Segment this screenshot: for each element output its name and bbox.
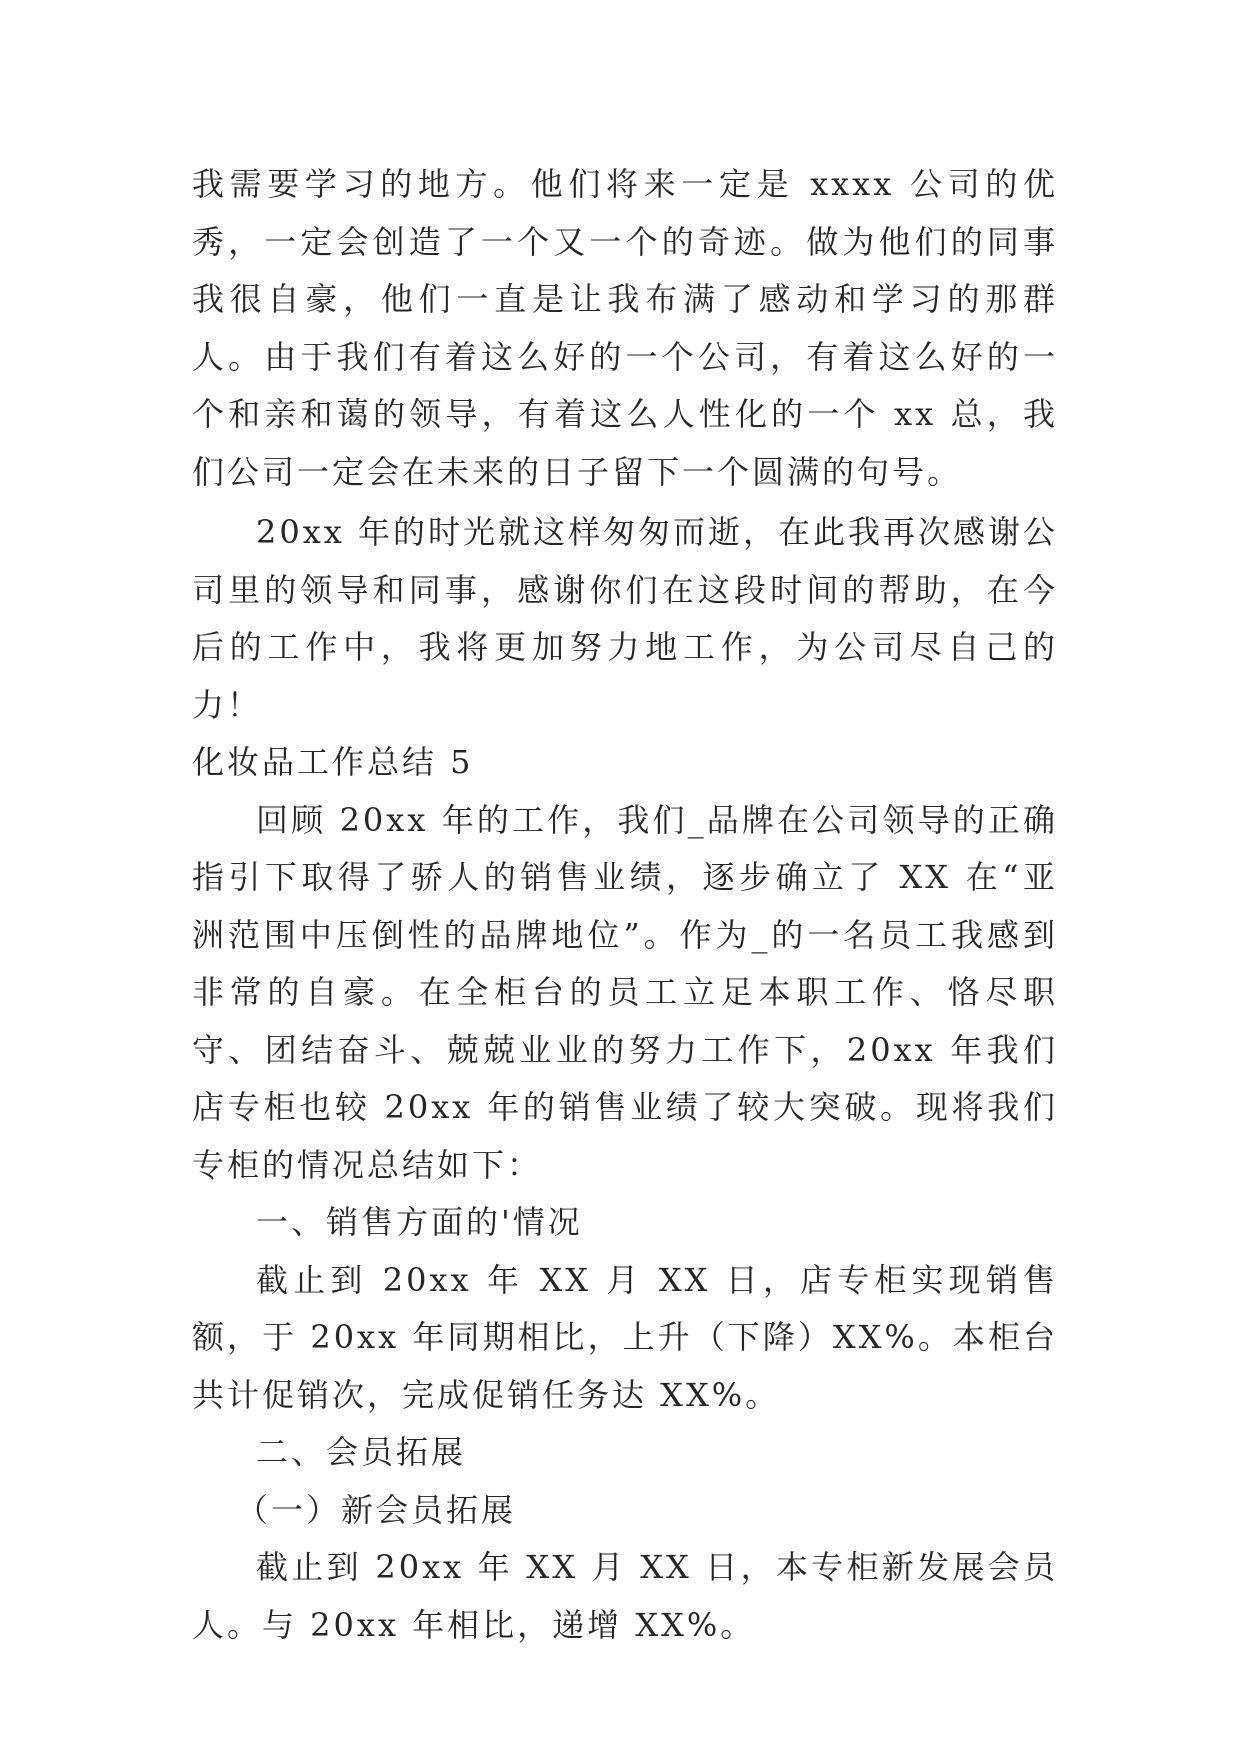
paragraph-thanks: 20xx 年的时光就这样匆匆而逝，在此我再次感谢公司里的领导和同事，感谢你们在这段时间的帮助，在今后的工作中，我将更加努力地工作，为公司尽自己的力！ (192, 513, 1058, 724)
paragraph-closing-praise: 我需要学习的地方。他们将来一定是 xxxx 公司的优秀，一定会创造了一个又一个的奇迹。做为他们的同事我很自豪，他们一直是让我布满了感动和学习的那群人。由于我们有着这么好的一个公司，有着这么好的一个和亲和蔼的领导，有着这么人性化的一个 xx 总，我们公司一定会在未来的日子留下一个圆满的句号。 (192, 165, 1058, 491)
subheading-sales: 一、销售方面的'情况 (256, 1203, 583, 1241)
subheading-new-members: （一）新会员拓展 (236, 1490, 517, 1529)
subheading-members: 二、会员拓展 (256, 1433, 467, 1471)
section-title: 化妆品工作总结 5 (192, 743, 474, 781)
paragraph-sales: 截止到 20xx 年 XX 月 XX 日，店专柜实现销售额，于 20xx 年同期相比，上升（下降）XX%。本柜台共计促销次，完成促销任务达 XX%。 (192, 1260, 1058, 1414)
paragraph-new-members: 截止到 20xx 年 XX 月 XX 日，本专柜新发展会员人。与 20xx 年相比，递增 XX%。 (192, 1548, 1058, 1644)
paragraph-review: 回顾 20xx 年的工作，我们_品牌在公司领导的正确指引下取得了骄人的销售业绩，逐步确立了 XX 在“亚洲范围中压倒性的品牌地位”。作为_的一名员工我感到非常的自豪。在全柜台的员工立足本职工作、恪尽职守、团结奋斗、兢兢业业的努力工作下，20xx 年我们店专柜也较 20xx 年的销售业绩了较大突破。现将我们专柜的情况总结如下： (192, 800, 1058, 1184)
document-body (192, 156, 1058, 1654)
